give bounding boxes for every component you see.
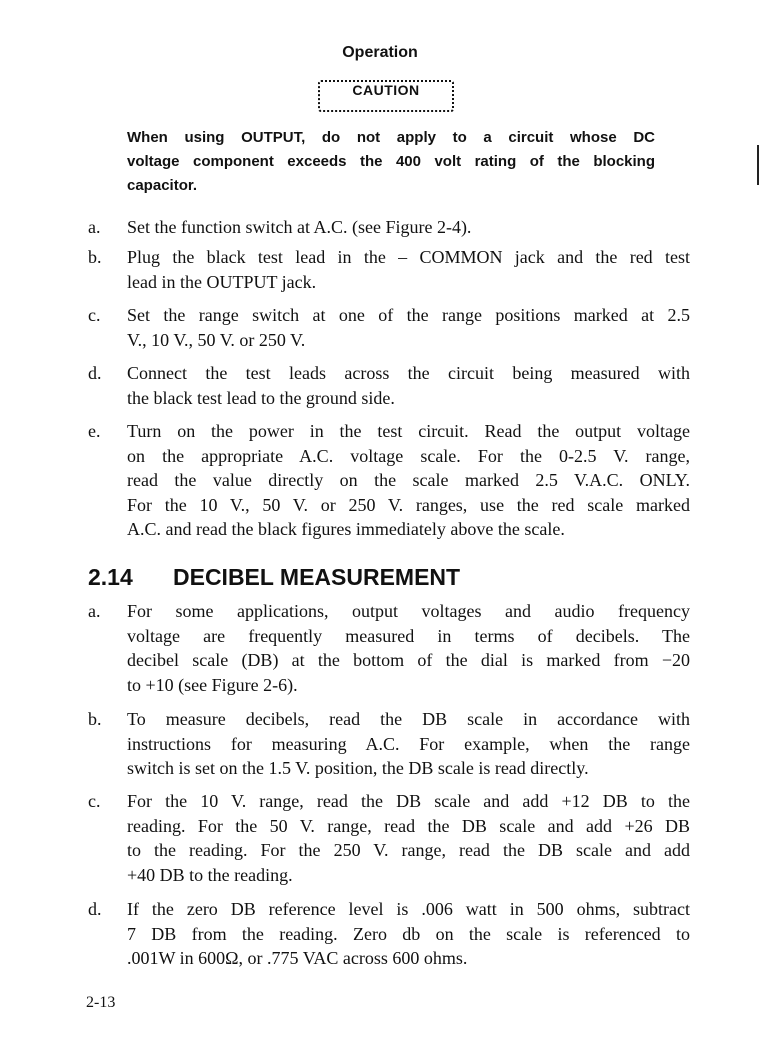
- text-line: For the 10 V., 50 V. or 250 V. ranges, use the red scale marked: [127, 494, 690, 515]
- caution-line: voltage component exceeds the 400 volt rating of the blocking: [127, 153, 655, 170]
- list-item: [88, 419, 690, 542]
- list-item: [88, 789, 690, 887]
- page-header: Operation: [342, 44, 418, 61]
- text-line: to the reading. For the 250 V. range, read the DB scale and add: [127, 840, 690, 860]
- list-item: [88, 361, 690, 410]
- list-item: [88, 707, 690, 781]
- item-text: [127, 707, 690, 781]
- text-line: A.C. and read the black figures immediately above the scale.: [127, 519, 565, 539]
- item-letter: c.: [88, 305, 101, 325]
- text-line: 7 DB from the reading. Zero db on the scale is referenced to: [127, 923, 690, 944]
- text-line: on the appropriate A.C. voltage scale. For the 0-2.5 V. range,: [127, 445, 690, 466]
- item-text: [127, 245, 690, 294]
- list-item: [88, 303, 690, 352]
- text-line: To measure decibels, read the DB scale in accordance with: [127, 709, 690, 729]
- text-line: voltage are frequently measured in terms of decibels. The: [127, 625, 690, 646]
- margin-mark: [757, 145, 759, 185]
- item-text: [127, 419, 690, 542]
- caution-label: CAUTION: [318, 80, 454, 112]
- text-line: For the 10 V. range, read the DB scale and add +12 DB to the: [127, 791, 690, 811]
- text-line: +40 DB to the reading.: [127, 864, 293, 885]
- text-line: Set the function switch at A.C. (see Figure 2-4).: [127, 217, 472, 237]
- item-letter: d.: [88, 899, 102, 919]
- item-letter: c.: [88, 791, 101, 811]
- text-line: For some applications, output voltages and audio frequency: [127, 601, 690, 621]
- text-line: instructions for measuring A.C. For example, when the range: [127, 733, 690, 754]
- text-line: Set the range switch at one of the range positions marked at 2.5: [127, 305, 690, 325]
- text-line: .001W in 600Ω, or .775 VAC across 600 ohms.: [127, 948, 468, 968]
- item-text: [127, 599, 690, 697]
- text-line: to +10 (see Figure 2-6).: [127, 674, 298, 695]
- text-line: If the zero DB reference level is .006 watt in 500 ohms, subtract: [127, 899, 690, 919]
- item-letter: b.: [88, 247, 102, 267]
- item-text: [127, 303, 690, 352]
- text-line: V., 10 V., 50 V. or 250 V.: [127, 329, 306, 350]
- text-line: read the value directly on the scale marked 2.5 V.A.C. ONLY.: [127, 470, 690, 490]
- page-number: 2-13: [86, 994, 116, 1011]
- item-text: [127, 361, 690, 410]
- item-text: [127, 215, 690, 240]
- list-item: [88, 897, 690, 971]
- list-item: [88, 599, 690, 697]
- item-letter: a.: [88, 601, 101, 621]
- text-line: reading. For the 50 V. range, read the DB scale and add +26 DB: [127, 815, 690, 836]
- item-letter: b.: [88, 709, 102, 729]
- text-line: Turn on the power in the test circuit. Read the output voltage: [127, 421, 690, 441]
- list-item: [88, 245, 690, 294]
- caution-line: capacitor.: [127, 177, 198, 194]
- item-text: [127, 897, 690, 971]
- text-line: decibel scale (DB) at the bottom of the dial is marked from −20: [127, 650, 690, 670]
- caution-line: When using OUTPUT, do not apply to a circuit whose DC: [127, 129, 655, 146]
- text-line: switch is set on the 1.5 V. position, the DB scale is read directly.: [127, 758, 589, 778]
- list-item: [88, 215, 690, 240]
- section-number: 2.14: [88, 564, 133, 590]
- item-letter: e.: [88, 421, 101, 441]
- item-letter: d.: [88, 363, 102, 383]
- item-letter: a.: [88, 217, 101, 237]
- text-line: lead in the OUTPUT jack.: [127, 271, 317, 292]
- item-text: [127, 789, 690, 887]
- text-line: Connect the test leads across the circuit being measured with: [127, 363, 690, 383]
- section-title: DECIBEL MEASUREMENT: [173, 564, 461, 590]
- text-line: the black test lead to the ground side.: [127, 387, 395, 408]
- section-heading: [88, 564, 460, 591]
- text-line: Plug the black test lead in the – COMMON jack and the red test: [127, 247, 690, 267]
- caution-text: [127, 126, 655, 198]
